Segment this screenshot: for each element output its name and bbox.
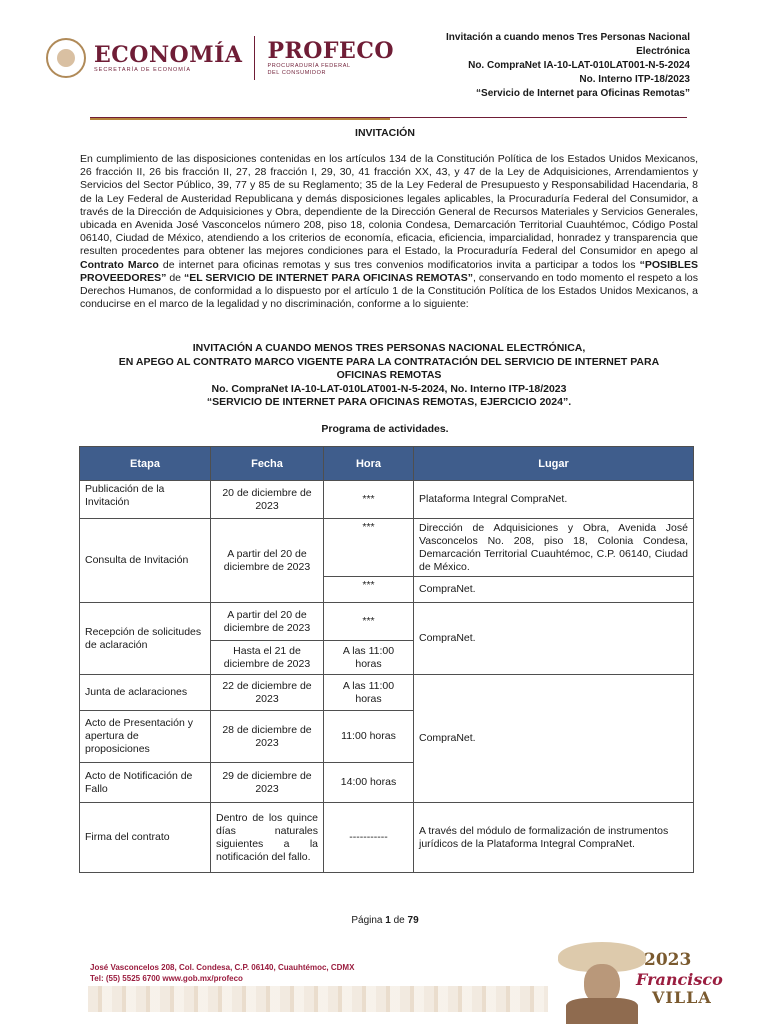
logo-name-first: Francisco	[636, 970, 723, 989]
table-row	[80, 481, 694, 519]
col-header-fecha: Fecha	[211, 447, 324, 481]
document-title: INVITACIÓN	[355, 127, 415, 139]
economia-logo	[94, 43, 242, 73]
intro-bold: “EL SERVICIO DE INTERNET PARA OFICINAS REMOTAS”	[183, 271, 473, 284]
cell-etapa: Firma del contrato	[80, 803, 211, 873]
cell-lugar: CompraNet.	[414, 603, 694, 675]
logo-year: 2023	[644, 950, 692, 970]
footer-ornament	[88, 986, 548, 1012]
program-title: Programa de actividades.	[321, 423, 449, 435]
col-header-hora: Hora	[324, 447, 414, 481]
francisco-villa-logo	[548, 938, 738, 1024]
col-header-lugar: Lugar	[414, 447, 694, 481]
table-row	[80, 519, 694, 577]
heading-line: No. CompraNet IA-10-LAT-010LAT001-N-5-2024, No. Interno ITP-18/2023	[211, 382, 567, 395]
header-reference	[390, 31, 690, 101]
cell-fecha: 22 de diciembre de 2023	[211, 675, 324, 711]
cell-hora: A las 11:00 horas	[324, 641, 414, 675]
heading-line: OFICINAS REMOTAS	[336, 369, 442, 381]
cell-fecha: 28 de diciembre de 2023	[211, 711, 324, 763]
footer-contact: Tel: (55) 5525 6700 www.gob.mx/profeco	[90, 974, 243, 983]
profeco-logo-sub1: PROCURADURÍA FEDERAL	[267, 63, 351, 69]
intro-paragraph	[80, 153, 698, 311]
header-line: No. Interno ITP-18/2023	[579, 74, 690, 85]
cell-lugar: CompraNet.	[414, 577, 694, 603]
cell-fecha: A partir del 20 de diciembre de 2023	[211, 603, 324, 641]
cell-etapa: Junta de aclaraciones	[80, 675, 211, 711]
cell-lugar: Plataforma Integral CompraNet.	[414, 481, 694, 519]
cell-fecha: 29 de diciembre de 2023	[211, 763, 324, 803]
cell-etapa: Consulta de Invitación	[80, 519, 211, 603]
cell-etapa: Recepción de solicitudes de aclaración	[80, 603, 211, 675]
cell-hora: ***	[324, 481, 414, 519]
intro-text: de internet para oficinas remotas y sus tres convenios modificatorios invita a participar a todos los	[158, 258, 640, 271]
profeco-logo-title: PROFECO	[267, 38, 394, 64]
logo-name-last: VILLA	[652, 988, 712, 1007]
logo-divider	[254, 36, 255, 80]
cell-etapa: Acto de Presentación y apertura de proposiciones	[80, 711, 211, 763]
header-line: “Servicio de Internet para Oficinas Remotas”	[476, 88, 690, 99]
header-logos	[46, 34, 394, 82]
intro-text: de	[166, 271, 184, 284]
economia-logo-subtitle: SECRETARÍA DE ECONOMÍA	[94, 67, 192, 73]
cell-lugar: CompraNet.	[414, 675, 694, 803]
page-prefix: Página	[351, 915, 386, 926]
cell-hora: ***	[324, 577, 414, 603]
cell-hora: 14:00 horas	[324, 763, 414, 803]
cell-etapa: Acto de Notificación de Fallo	[80, 763, 211, 803]
header-line: Invitación a cuando menos Tres Personas Nacional	[446, 32, 690, 43]
intro-text: En cumplimiento de las disposiciones contenidas en los artículos 134 de la Constitución Política de los Estados Unidos Mexicanos, 26 fracción II, 26 bis fracción II, 27, 28 fracción I, 29, 30, 41 fracción XX, 43, y 47 de la Ley de Adquisiciones, Arrendamientos y Servicios del Sector Público, 39, 77 y 85 de su Reglamento; 35 de la Ley Federal de Presupuesto y Responsabilidad Hacendaria, 8 de la Ley Federal de Austeridad Republicana y demás disposiciones legales aplicables, la Procuraduría Federal del Consumidor, a través de la Dirección de Adquisiciones y Obra, dependiente de la Dirección General de Recursos Materiales y Servicios Generales, ubicada en Avenida José Vasconcelos número 208, piso 18, colonia Condesa, Demarcación Territorial Cuauhtémoc, Código Postal 06140, Ciudad de México, atendiendo a los criterios de economía, eficacia, eficiencia, imparcialidad, honradez y transparencia que resulten procedentes para obtener las mejores condiciones para el Estado, la Procuraduría Federal del Consumidor en apego al	[80, 153, 698, 258]
profeco-logo-sub2: DEL CONSUMIDOR	[267, 70, 327, 76]
cell-fecha: Hasta el 21 de diciembre de 2023	[211, 641, 324, 675]
page-current: 1	[385, 915, 391, 926]
economia-logo-title: ECONOMÍA	[94, 42, 243, 68]
cell-lugar: A través del módulo de formalización de instrumentos jurídicos de la Plataforma Integral CompraNet.	[414, 803, 694, 873]
cell-fecha: Dentro de los quince días naturales siguientes a la notificación del fallo.	[211, 803, 324, 873]
table-row	[80, 803, 694, 873]
profeco-logo	[267, 39, 394, 77]
intro-text: , conservando en todo momento el respeto a los Derechos Humanos, de conformidad a lo dispuesto por el artículo 1 de la Constitución Política de los Estados Unidos Mexicanos, a conducirse en el marco de la legalidad y no discriminación, conforme a lo siguiente:	[80, 271, 698, 311]
portrait-body-icon	[566, 998, 638, 1024]
cell-hora: ***	[324, 603, 414, 641]
heading-line: INVITACIÓN A CUANDO MENOS TRES PERSONAS NACIONAL ELECTRÓNICA,	[192, 342, 586, 354]
col-header-etapa: Etapa	[80, 447, 211, 481]
cell-fecha: A partir del 20 de diciembre de 2023	[211, 519, 324, 603]
header-line: No. CompraNet IA-10-LAT-010LAT001-N-5-2024	[468, 60, 690, 71]
cell-lugar: Dirección de Adquisiciones y Obra, Avenida José Vasconcelos No. 208, piso 18, Colonia Condesa, Demarcación Territorial Cuauhtémoc, C.P. 06140, Ciudad de México.	[414, 519, 694, 577]
table-header-row	[80, 447, 694, 481]
table-row	[80, 603, 694, 641]
invitation-heading	[80, 342, 698, 410]
schedule-table	[79, 446, 694, 873]
intro-bold: Contrato Marco	[80, 258, 159, 271]
mexico-seal-icon	[46, 38, 86, 78]
cell-fecha: 20 de diciembre de 2023	[211, 481, 324, 519]
header-line: Electrónica	[636, 46, 690, 57]
page-total: 79	[407, 915, 419, 926]
cell-hora: ***	[324, 519, 414, 577]
page-middle: de	[390, 915, 408, 926]
intro-bold: “POSIBLES PROVEEDORES”	[80, 258, 698, 284]
footer-address: José Vasconcelos 208, Col. Condesa, C.P. 06140, Cuauhtémoc, CDMX	[90, 963, 355, 972]
cell-etapa: Publicación de la Invitación	[80, 481, 211, 519]
header-accent-rule	[90, 118, 390, 120]
page-number	[0, 915, 770, 926]
cell-hora: A las 11:00 horas	[324, 675, 414, 711]
cell-hora: -----------	[324, 803, 414, 873]
heading-line: EN APEGO AL CONTRATO MARCO VIGENTE PARA LA CONTRATACIÓN DEL SERVICIO DE INTERNET PARA	[118, 355, 660, 368]
heading-line: “SERVICIO DE INTERNET PARA OFICINAS REMOTAS, EJERCICIO 2024”.	[206, 396, 572, 408]
cell-hora: 11:00 horas	[324, 711, 414, 763]
table-row	[80, 675, 694, 711]
